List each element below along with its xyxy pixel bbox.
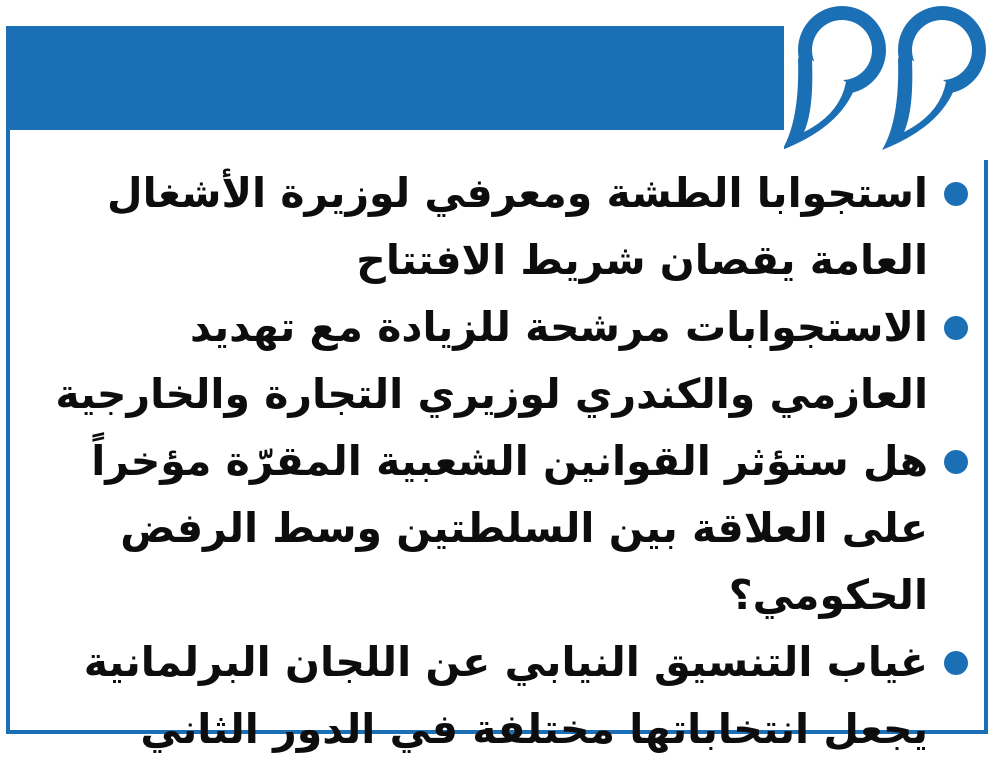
closing-quote-icon	[784, 0, 996, 160]
list-item	[40, 294, 970, 428]
bullet-text: هل ستؤثر القوانين الشعبية المقرّة مؤخراً على العلاقة بين السلطتين وسط الرفض الحكومي؟	[91, 437, 928, 619]
bullet-dot-icon	[944, 316, 968, 340]
bullet-text: غياب التنسيق النيابي عن اللجان البرلمانية يجعل انتخاباتها مختلفة في الدور الثاني	[83, 638, 928, 753]
list-item	[40, 428, 970, 629]
bullet-text: الاستجوابات مرشحة للزيادة مع تهديد العازمي والكندري لوزيري التجارة والخارجية	[55, 303, 928, 418]
bullet-dot-icon	[944, 651, 968, 675]
list-item	[40, 160, 970, 294]
headline-list	[40, 160, 970, 763]
bullet-dot-icon	[944, 450, 968, 474]
bullet-text: استجوابا الطشة ومعرفي لوزيرة الأشغال العامة يقصان شريط الافتتاح	[107, 169, 928, 284]
bullet-dot-icon	[944, 182, 968, 206]
list-item	[40, 629, 970, 763]
